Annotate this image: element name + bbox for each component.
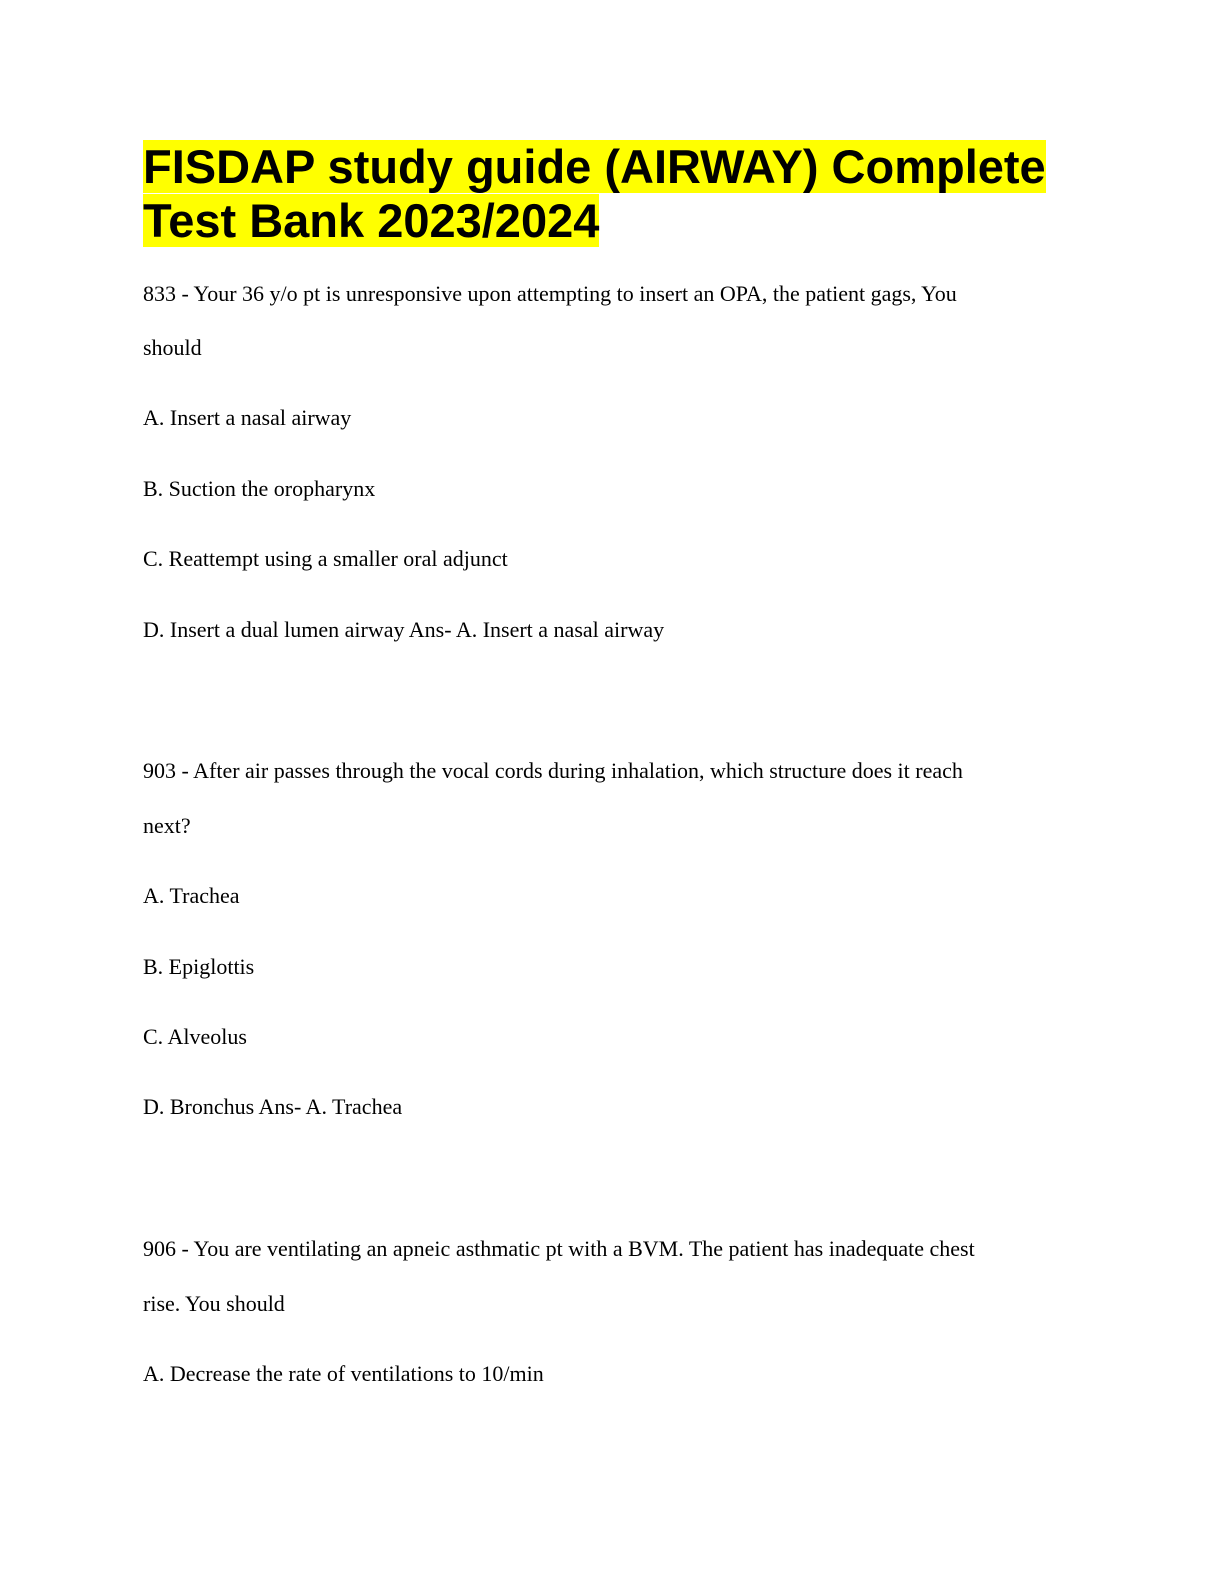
question-833-option-b: B. Suction the oropharynx [143, 476, 376, 501]
question-903-stem-line2: next? [143, 813, 191, 838]
question-903-stem-line1: 903 - After air passes through the vocal cords during inhalation, which structure does it reach [143, 758, 963, 783]
question-833-option-c: C. Reattempt using a smaller oral adjunct [143, 546, 508, 571]
document-title [143, 140, 1083, 248]
document-title-text: FISDAP study guide (AIRWAY) Complete Test Bank 2023/2024 [143, 140, 1046, 247]
question-833-stem-line1: 833 - Your 36 y/o pt is unresponsive upon attempting to insert an OPA, the patient gags, You [143, 281, 957, 306]
question-906-stem-line1: 906 - You are ventilating an apneic asthmatic pt with a BVM. The patient has inadequate chest [143, 1236, 975, 1261]
question-833-option-d-answer: D. Insert a dual lumen airway Ans- A. Insert a nasal airway [143, 617, 665, 642]
question-833-stem-line2: should [143, 335, 202, 360]
question-903-option-a: A. Trachea [143, 883, 240, 908]
question-903-option-c: C. Alveolus [143, 1024, 247, 1049]
question-903-option-d-answer: D. Bronchus Ans- A. Trachea [143, 1094, 403, 1119]
question-906-option-a: A. Decrease the rate of ventilations to 10/min [143, 1361, 544, 1386]
question-906-stem-line2: rise. You should [143, 1291, 285, 1316]
question-833-option-a: A. Insert a nasal airway [143, 405, 352, 430]
question-903-option-b: B. Epiglottis [143, 954, 255, 979]
